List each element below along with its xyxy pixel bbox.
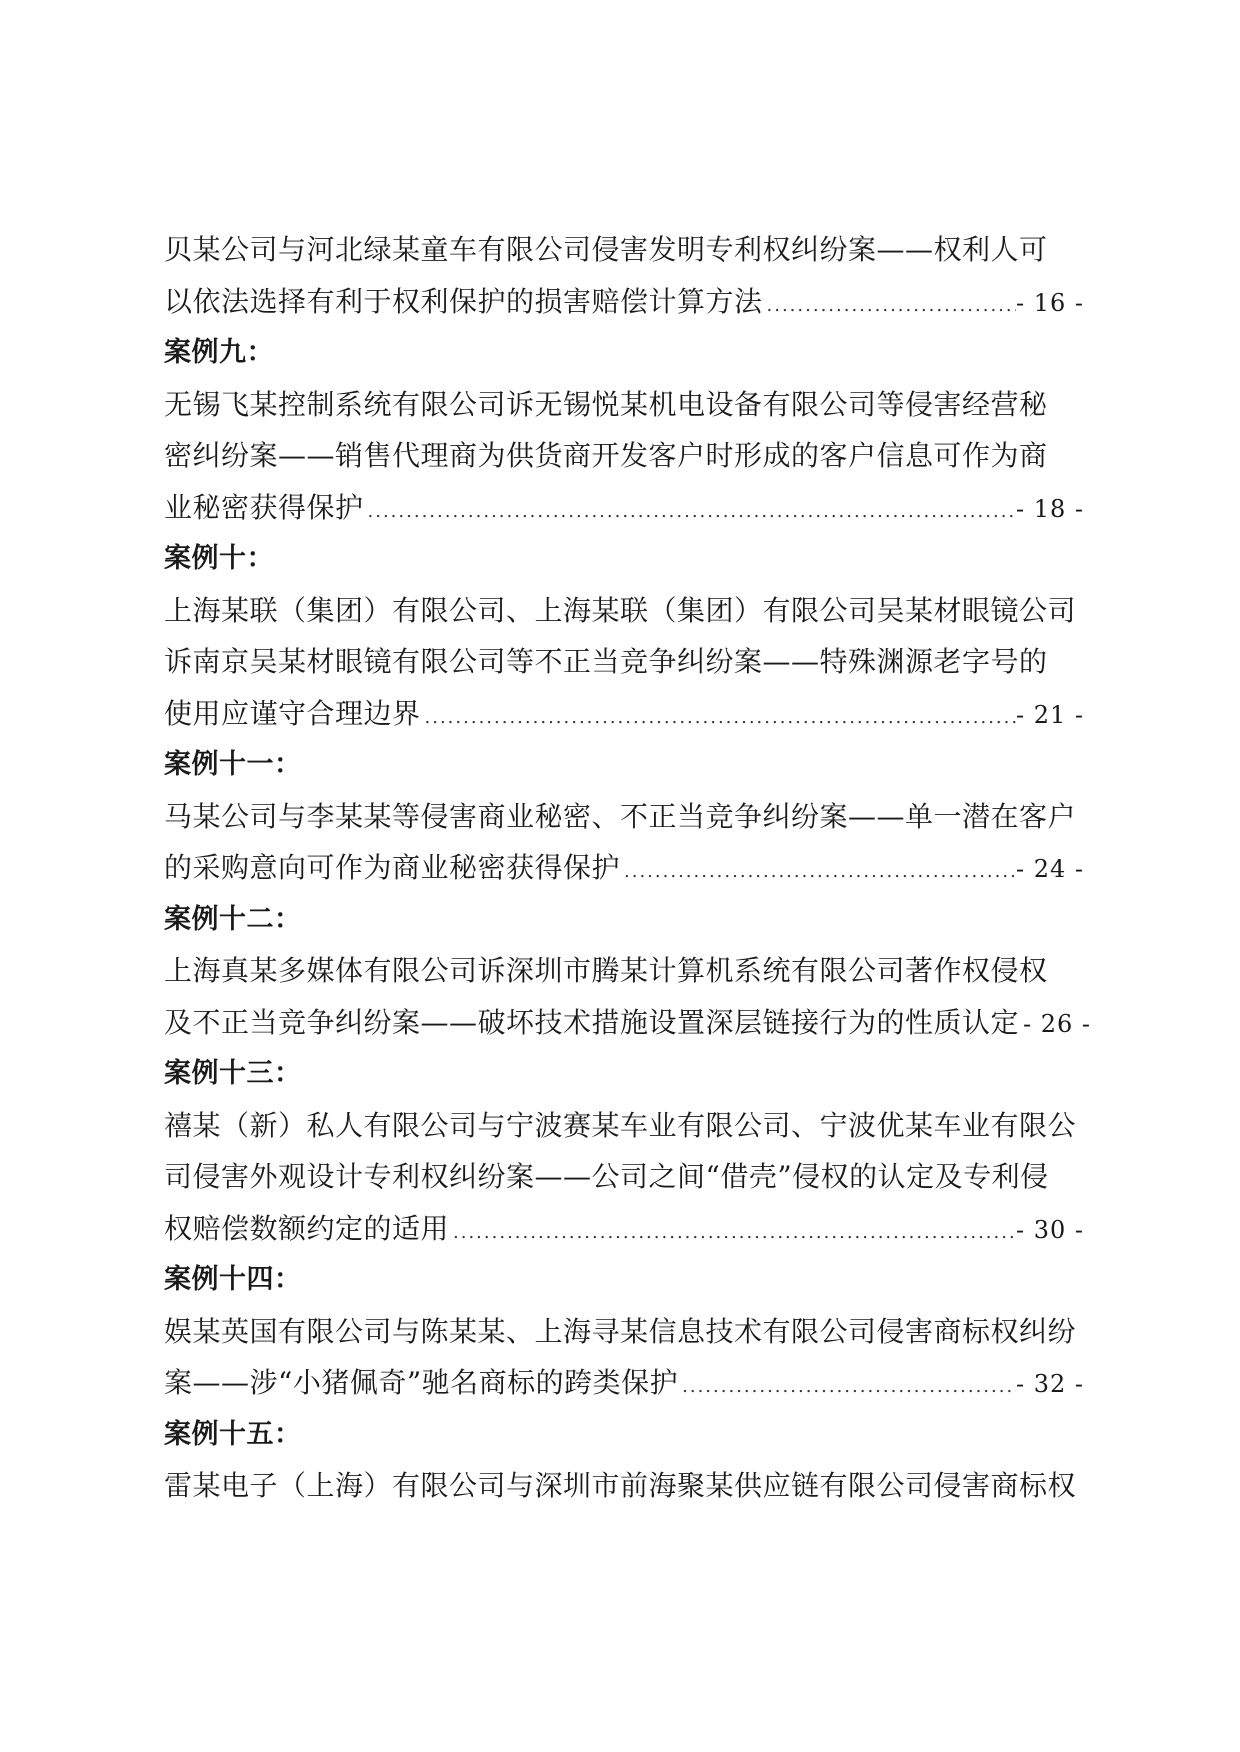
- toc-entry-line: 雷某电子（上海）有限公司与深圳市前海聚某供应链有限公司侵害商标权: [164, 1469, 1077, 1502]
- toc-entry-line: 无锡飞某控制系统有限公司诉无锡悦某机电设备有限公司等侵害经营秘: [164, 387, 1048, 421]
- toc-entry-line: 上海某联（集团）有限公司、上海某联（集团）有限公司吴某材眼镜公司: [164, 593, 1077, 627]
- toc-entry-text: 案——涉“小猪佩奇”驰名商标的跨类保护: [164, 1366, 679, 1399]
- toc-entry-line: 禧某（新）私人有限公司与宁波赛某车业有限公司、宁波优某车业有限公: [164, 1108, 1077, 1142]
- case-heading: 案例十二：: [164, 903, 302, 935]
- toc-entry-line-with-page: [164, 842, 1084, 894]
- leader-dots: [678, 1361, 1016, 1413]
- page-number: - 21 -: [1015, 700, 1084, 729]
- toc-entry-line-with-page: [164, 276, 1084, 328]
- toc-page: [164, 224, 1092, 1512]
- toc-entry-line: 诉南京吴某材眼镜有限公司等不正当竞争纠纷案——特殊渊源老字号的: [164, 645, 1048, 678]
- page-number: - 16 -: [1015, 288, 1084, 317]
- toc-entry-text: 及不正当竞争纠纷案——破坏技术措施设置深层链接行为的性质认定: [164, 1005, 1020, 1039]
- toc-entry-line: 上海真某多媒体有限公司诉深圳市腾某计算机系统有限公司著作权侵权: [164, 954, 1048, 987]
- page-number: - 32 -: [1015, 1370, 1084, 1398]
- toc-entry-line-with-page: [164, 688, 1084, 740]
- leader-dots: [421, 692, 1016, 744]
- case-heading: 案例十一：: [164, 749, 302, 780]
- toc-entry-text: 以依法选择有利于权利保护的损害赔偿计算方法: [164, 284, 763, 318]
- toc-entry-line-with-page: [164, 1203, 1084, 1255]
- toc-entry-line: 贝某公司与河北绿某童车有限公司侵害发明专利权纠纷案——权利人可: [164, 233, 1048, 266]
- leader-dots: [620, 846, 1016, 898]
- case-heading: 案例九：: [164, 337, 274, 368]
- toc-entry-text: 业秘密获得保护: [164, 490, 364, 524]
- toc-entry-line-with-page: [164, 1357, 1084, 1409]
- leader-dots: [364, 486, 1016, 538]
- page-number: - 30 -: [1015, 1215, 1084, 1244]
- toc-entry-text: 的采购意向可作为商业秘密获得保护: [164, 851, 621, 884]
- toc-entry-line-with-page: [164, 997, 1092, 1049]
- toc-entry-line-with-page: [164, 482, 1084, 534]
- case-heading: 案例十三：: [164, 1058, 302, 1089]
- toc-entry-line: 司侵害外观设计专利权纠纷案——公司之间“借壳”侵权的认定及专利侵: [164, 1160, 1049, 1193]
- case-heading: 案例十四：: [164, 1264, 302, 1295]
- leader-dots: [763, 280, 1016, 332]
- toc-entry-text: 权赔偿数额约定的适用: [164, 1211, 450, 1245]
- page-number: - 24 -: [1015, 855, 1084, 883]
- leader-dots: [449, 1207, 1016, 1259]
- toc-entry-line: 密纠纷案——销售代理商为供货商开发客户时形成的客户信息可作为商: [164, 439, 1048, 472]
- page-number: - 18 -: [1015, 494, 1084, 523]
- page-number: - 26 -: [1023, 1009, 1092, 1038]
- toc-entry-line: 马某公司与李某某等侵害商业秘密、不正当竞争纠纷案——单一潜在客户: [164, 799, 1077, 833]
- toc-entry-line: 娱某英国有限公司与陈某某、上海寻某信息技术有限公司侵害商标权纠纷: [164, 1314, 1077, 1348]
- case-heading: 案例十：: [164, 543, 274, 574]
- case-heading: 案例十五：: [164, 1418, 302, 1450]
- toc-entry-text: 使用应谨守合理边界: [164, 696, 421, 730]
